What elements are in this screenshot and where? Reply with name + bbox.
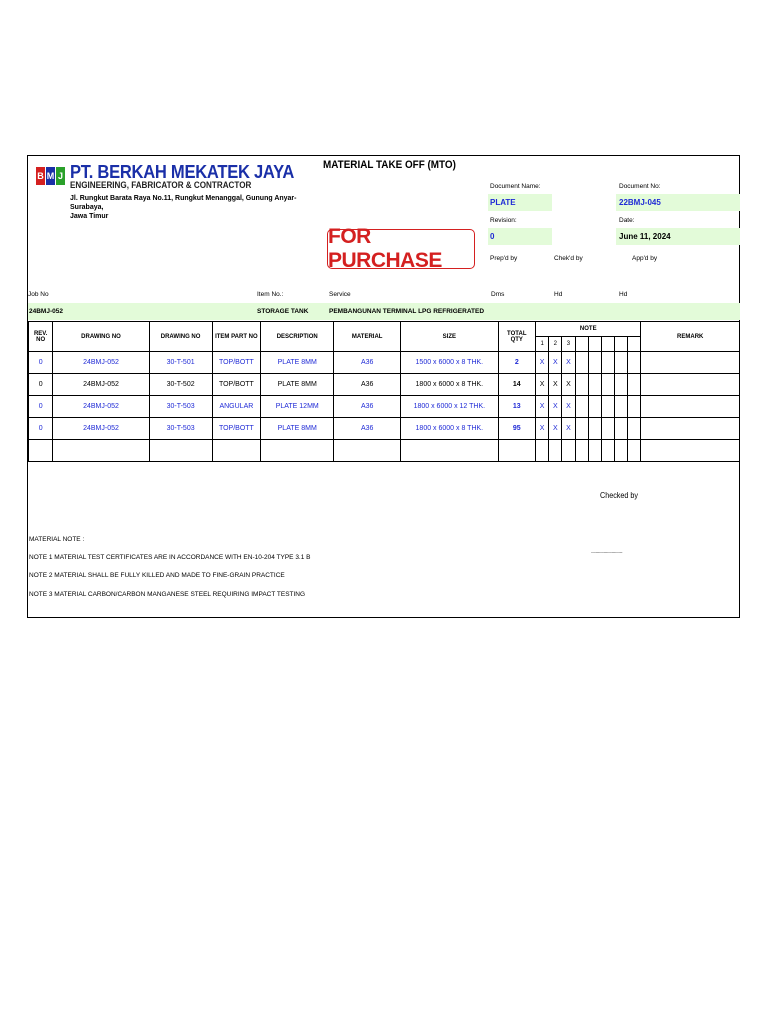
cell-note-blank [575,418,588,440]
header-description: DESCRIPTION [261,322,334,352]
cell-rev: 0 [29,374,53,396]
cell-note-blank [601,374,614,396]
company-tagline: ENGINEERING, FABRICATOR & CONTRACTOR [70,180,252,190]
cell-note-blank [615,352,628,374]
cell-drawing-no: 24BMJ-052 [53,374,149,396]
document-title: MATERIAL TAKE OFF (MTO) [323,159,456,171]
cell-empty [401,440,498,462]
svg-text:J: J [57,171,64,181]
cell-remark [641,396,740,418]
cell-rev: 0 [29,352,53,374]
cell-note-blank [601,396,614,418]
cell-drawing-no: 24BMJ-052 [53,396,149,418]
cell-note-blank [575,396,588,418]
cell-qty: 13 [498,396,536,418]
revision-cell [488,228,552,245]
header-size: SIZE [401,322,498,352]
cell-description: PLATE 8MM [261,418,334,440]
cell-drawing-no: 24BMJ-052 [53,418,149,440]
cell-drawing-ref: 30-T-501 [149,352,212,374]
svg-text:B: B [37,171,44,181]
cell-note-3: X [562,374,575,396]
cell-note-1: X [536,352,549,374]
cell-empty [575,440,588,462]
cell-material: A36 [334,352,401,374]
document-name-label: Document Name: [490,183,541,190]
cell-note-blank [588,374,601,396]
address-line-1: Jl. Rungkut Barata Raya No.11, Rungkut Menanggal, Gunung Anyar-Surabaya, [70,195,297,211]
cell-empty [149,440,212,462]
cell-note-blank [575,374,588,396]
cell-empty [536,440,549,462]
cell-empty [261,440,334,462]
service-label: Service [329,291,351,298]
cell-empty [641,440,740,462]
cell-note-blank [601,352,614,374]
mto-sheet [27,155,740,618]
revision-label: Revision: [490,217,517,224]
header-no-text: NO [36,336,46,343]
revision-value: 0 [490,232,495,241]
cell-note-blank [615,418,628,440]
cell-size: 1500 x 6000 x 8 THK. [401,352,498,374]
cell-note-blank [615,396,628,418]
cell-empty [628,440,641,462]
cell-rev: 0 [29,396,53,418]
signature-line: ................................... [591,549,623,555]
document-no-value: 22BMJ-045 [619,198,661,207]
material-note-3: NOTE 3 MATERIAL CARBON/CARBON MANGANESE STEEL REQUIRING IMPACT TESTING [29,591,306,598]
cell-note-1: X [536,374,549,396]
cell-note-blank [615,374,628,396]
cell-note-blank [628,418,641,440]
header-note-blank [628,337,641,352]
approved-by-label: App'd by [632,255,658,262]
table-body [29,352,740,462]
cell-material: A36 [334,418,401,440]
cell-note-blank [588,396,601,418]
header-note-blank [601,337,614,352]
hd-label-2: Hd [619,291,628,298]
cell-part: ANGULAR [212,396,261,418]
table-row [29,396,740,418]
date-value: June 11, 2024 [619,232,671,241]
company-address [70,194,310,221]
cell-drawing-ref: 30-T-503 [149,418,212,440]
header-note-blank [575,337,588,352]
cell-remark [641,418,740,440]
cell-empty [588,440,601,462]
cell-note-1: X [536,396,549,418]
job-no-label: Job No [28,291,49,298]
table-header-row [29,322,740,337]
cell-note-3: X [562,418,575,440]
header-rev-no [29,322,53,352]
header-note-1: 1 [536,337,549,352]
material-note-title: MATERIAL NOTE : [29,536,85,543]
header-rev-text: REV. [33,330,48,337]
cell-note-3: X [562,352,575,374]
header-note-blank [615,337,628,352]
checked-by-label: Chek'd by [554,255,583,262]
cell-note-2: X [549,418,562,440]
cell-remark [641,374,740,396]
cell-empty [53,440,149,462]
company-name: PT. BERKAH MEKATEK JAYA [70,162,295,182]
cell-note-blank [601,418,614,440]
table-row-empty [29,440,740,462]
cell-size: 1800 x 6000 x 8 THK. [401,418,498,440]
svg-text:M: M [46,171,55,181]
header-total-text: TOTAL [507,330,527,337]
document-no-label: Document No: [619,183,661,190]
cell-material: A36 [334,374,401,396]
cell-empty [562,440,575,462]
cell-note-blank [575,352,588,374]
cell-note-blank [628,374,641,396]
cell-qty: 14 [498,374,536,396]
cell-description: PLATE 8MM [261,352,334,374]
item-no-label: Item No.: [257,291,284,298]
cell-empty [29,440,53,462]
cell-empty [498,440,536,462]
item-no-value: STORAGE TANK [257,308,309,315]
cell-note-2: X [549,352,562,374]
cell-rev: 0 [29,418,53,440]
checked-by-footer: Checked by [600,491,639,500]
header-remark: REMARK [641,322,740,352]
header-note-blank [588,337,601,352]
header-note: NOTE [536,322,641,337]
job-no-value: 24BMJ-052 [29,308,63,315]
cell-part: TOP/BOTT [212,374,261,396]
cell-material: A36 [334,396,401,418]
document-name-value: PLATE [490,198,516,207]
cell-description: PLATE 8MM [261,374,334,396]
cell-drawing-no: 24BMJ-052 [53,352,149,374]
header-material: MATERIAL [334,322,401,352]
table-row [29,374,740,396]
header-item-part-no: ITEM PART NO [212,322,261,352]
company-logo-icon [36,165,66,187]
cell-description: PLATE 12MM [261,396,334,418]
cell-empty [334,440,401,462]
cell-qty: 2 [498,352,536,374]
cell-drawing-ref: 30-T-502 [149,374,212,396]
table-row [29,418,740,440]
cell-part: TOP/BOTT [212,352,261,374]
material-note-1: NOTE 1 MATERIAL TEST CERTIFICATES ARE IN ACCORDANCE WITH EN-10-204 TYPE 3.1 B [29,554,311,561]
header-qty-text: QTY [510,336,523,343]
hd-label-1: Hd [554,291,563,298]
cell-empty [549,440,562,462]
document-name-cell [488,194,552,211]
document-no-cell [616,194,740,211]
cell-part: TOP/BOTT [212,418,261,440]
date-cell [616,228,740,245]
for-purchase-stamp: FOR PURCHASE [327,229,475,269]
cell-note-2: X [549,374,562,396]
cell-empty [615,440,628,462]
header-note-2: 2 [549,337,562,352]
address-line-2: Jawa Timur [70,213,109,220]
header-drawing-ref: DRAWING NO [149,322,212,352]
cell-qty: 95 [498,418,536,440]
header-total-qty [498,322,536,352]
table-row [29,352,740,374]
material-note-2: NOTE 2 MATERIAL SHALL BE FULLY KILLED AND MADE TO FINE-GRAIN PRACTICE [29,572,285,579]
dms-label: Dms [491,291,505,298]
cell-empty [212,440,261,462]
cell-remark [641,352,740,374]
cell-note-blank [628,396,641,418]
header-note-3: 3 [562,337,575,352]
header-drawing-no: DRAWING NO [53,322,149,352]
cell-drawing-ref: 30-T-503 [149,396,212,418]
cell-note-blank [628,352,641,374]
cell-empty [601,440,614,462]
mto-table [28,321,740,462]
cell-note-blank [588,352,601,374]
cell-size: 1800 x 6000 x 12 THK. [401,396,498,418]
job-info-band [28,303,740,320]
cell-note-blank [588,418,601,440]
cell-note-3: X [562,396,575,418]
cell-note-1: X [536,418,549,440]
service-value: PEMBANGUNAN TERMINAL LPG REFRIGERATED [329,308,485,315]
date-label: Date: [619,217,635,224]
prepared-by-label: Prep'd by [490,255,518,262]
cell-size: 1800 x 6000 x 8 THK. [401,374,498,396]
cell-note-2: X [549,396,562,418]
